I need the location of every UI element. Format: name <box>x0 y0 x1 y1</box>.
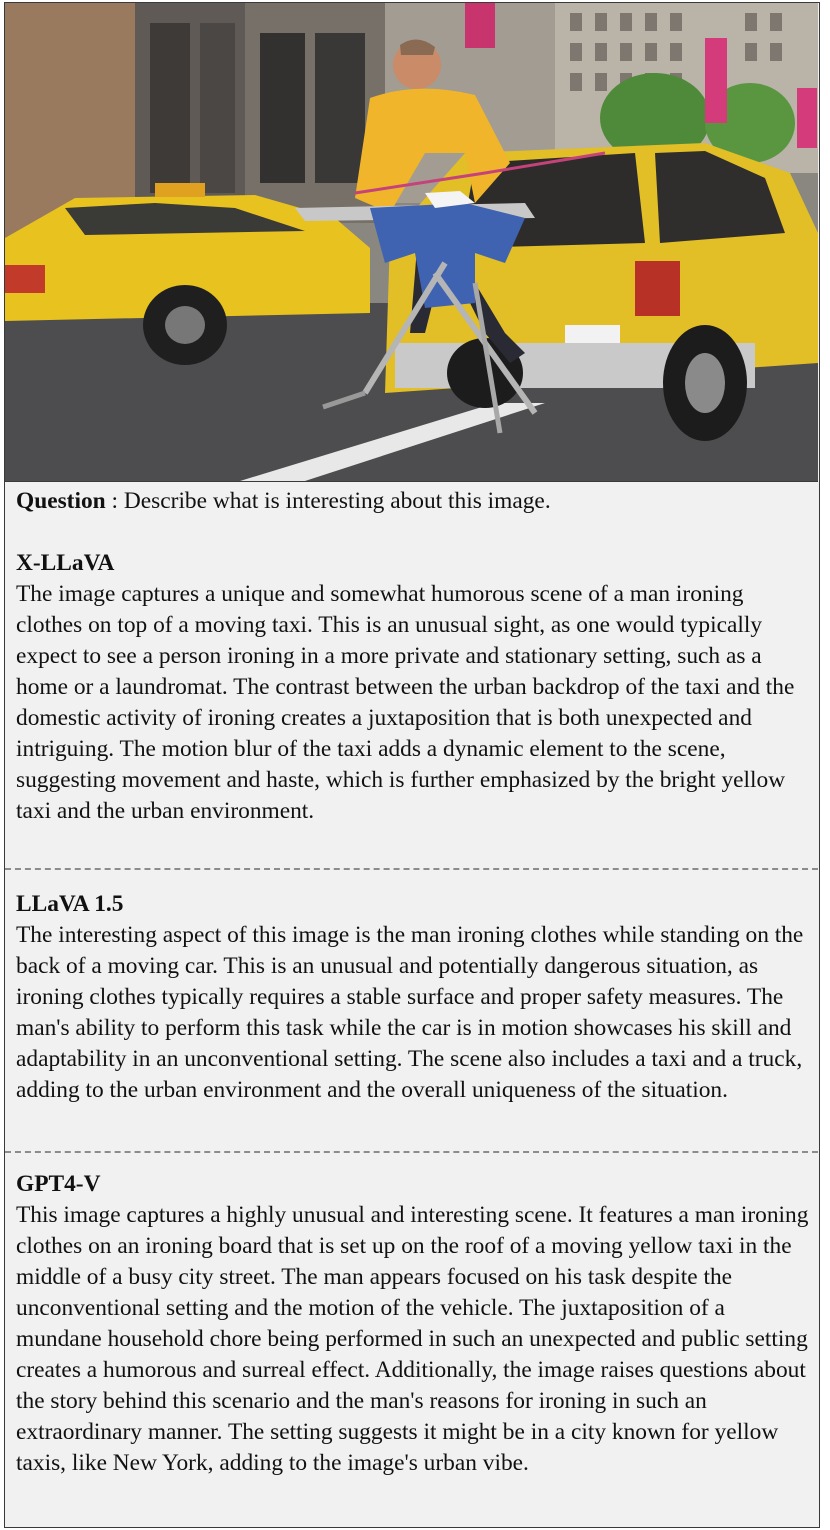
figure-frame <box>4 2 820 1528</box>
model-name: GPT4-V <box>16 1171 101 1197</box>
scene-illustration <box>5 3 818 481</box>
response-block-llava-1-5 <box>16 889 810 1106</box>
response-block-x-llava <box>16 548 810 827</box>
question-text: Describe what is interesting about this image. <box>123 488 551 514</box>
response-text: The image captures a unique and somewhat humorous scene of a man ironing clothes on top of a moving taxi. This is an unusual sight, as one would typically expect to see a person ironing in a more private and stationary setting, such as a home or a laundromat. The contrast between the urban backdrop of the taxi and the domestic activity of ironing creates a juxtaposition that is both unexpected and intriguing. The motion blur of the taxi adds a dynamic element to the scene, suggesting movement and haste, which is further emphasized by the bright yellow taxi and the urban environment. <box>16 581 795 824</box>
response-block-gpt4-v <box>16 1169 810 1479</box>
response-text: This image captures a highly unusual and interesting scene. It features a man ironing clothes on an ironing board that is set up on the roof of a moving yellow taxi in the middle of a busy city street. The man appears focused on his task despite the unconventional setting and the motion of the vehicle. The juxtaposition of a mundane household chore being performed in such an unexpected and public setting creates a humorous and surreal effect. Additionally, the image raises questions about the story behind this scenario and the man's reasons for ironing in such an extraordinary manner. The setting suggests it might be in a city known for yellow taxis, like New York, adding to the image's urban vibe. <box>16 1202 809 1476</box>
scene-photo <box>5 3 818 482</box>
question-label: Question <box>16 488 106 514</box>
question-separator: : <box>105 488 124 514</box>
dashed-divider <box>5 1151 818 1153</box>
model-name: X-LLaVA <box>16 550 115 576</box>
model-name: LLaVA 1.5 <box>16 891 124 917</box>
dashed-divider <box>5 868 818 870</box>
question-line <box>16 486 551 517</box>
response-text: The interesting aspect of this image is the man ironing clothes while standing on the back of a moving car. This is an unusual and potentially dangerous situation, as ironing clothes typically requires a stable surface and proper safety measures. The man's ability to perform this task while the car is in motion showcases his skill and adaptability in an unconventional setting. The scene also includes a taxi and a truck, adding to the urban environment and the overall uniqueness of the situation. <box>16 922 804 1103</box>
qa-panel <box>5 483 818 1527</box>
